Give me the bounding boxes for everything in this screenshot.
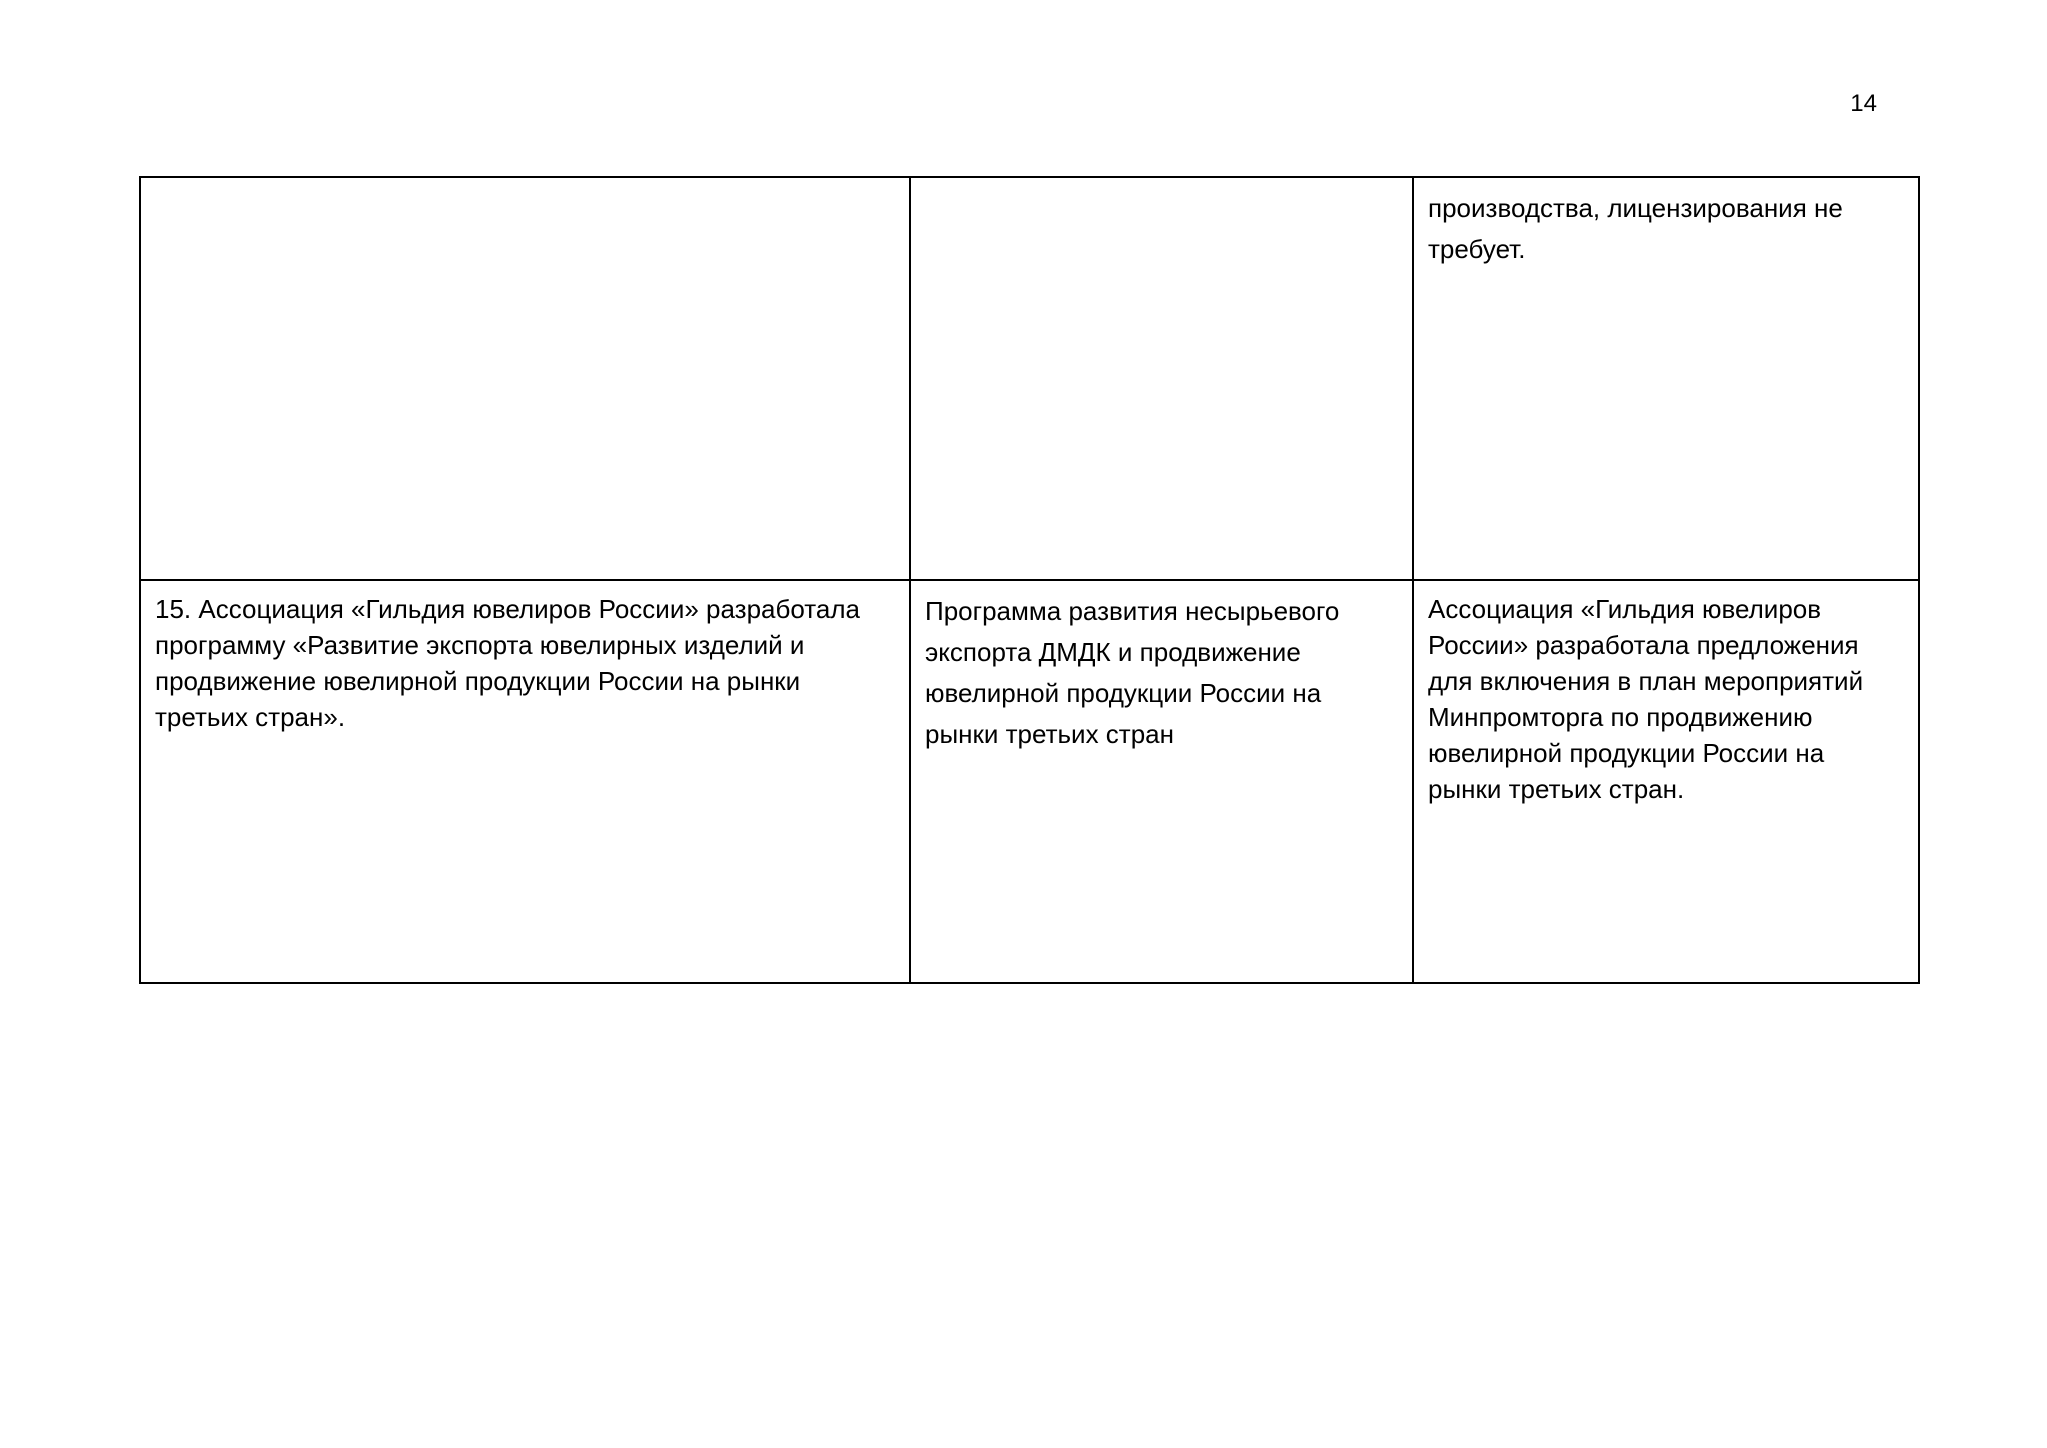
page-number: 14 <box>1850 90 1877 117</box>
cell-text: Ассоциация «Гильдия ювелиров России» разработала предложения для включения в план мероприятий Минпромторга по продвижению ювелирной продукции России на рынки третьих стран. <box>1428 594 1864 804</box>
document-table <box>139 176 1920 984</box>
table-cell-col2 <box>910 580 1413 983</box>
cell-text: Программа развития несырьевого экспорта ДМДК и продвижение ювелирной продукции России на рынки третьих стран <box>925 596 1340 749</box>
table-cell-col1 <box>140 580 910 983</box>
table-cell-col3 <box>1413 580 1919 983</box>
table-cell-col2 <box>910 177 1413 580</box>
table-cell-col1 <box>140 177 910 580</box>
cell-text: 15. Ассоциация «Гильдия ювелиров России» разработала программу «Развитие экспорта ювелирных изделий и продвижение ювелирной продукции России на рынки третьих стран». <box>155 594 860 732</box>
table-row <box>140 580 1919 983</box>
cell-text: производства, лицензирования не требует. <box>1428 193 1843 264</box>
table-cell-col3 <box>1413 177 1919 580</box>
table-row <box>140 177 1919 580</box>
